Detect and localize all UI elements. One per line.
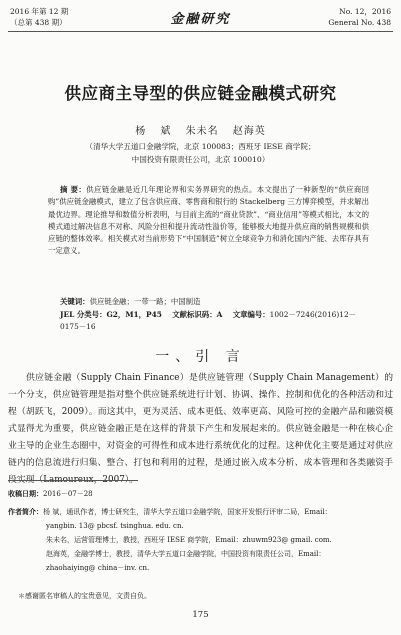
keywords xyxy=(60,296,369,308)
bio-line: yangbin. 13@ pbcsf. tsinghua. edu. cn. xyxy=(46,522,184,530)
abstract-label: 摘 要： xyxy=(60,185,87,194)
paper-title: 供应商主导型的供应链金融模式研究 xyxy=(64,84,337,103)
abstract-text: 供应链金融是近几年理论界和实务界研究的热点。本文提出了一种新型的“供应商回购”供应链金融模式，建立了包含供应商、零售商和银行的 Stackelberg 三方博弈模型，并求解出最优边界。理论推导和数值分析表明，与目前主流的“商业贷款”、“商业信用”等模式相比，本文的模式通过解决信息不对称、风险分担和提升流动性溢价等，能够极大地提升供应商的销售规模和供应链的整体效率。相关模式对当前形势下“中国制造”树立全球竞争力和消化国内产能、去库存具有一定意义。 xyxy=(48,185,369,256)
issue-line: 2016 年第 12 期 xyxy=(10,7,69,16)
keywords-text: 供应链金融；一带一路；中国制造 xyxy=(89,297,201,306)
authors: 杨 斌 朱未名 赵海英 xyxy=(135,126,266,137)
issue-number-en: No. 12，2016 xyxy=(339,7,391,16)
article-number: 1002－7246(2016)12－0175－16 xyxy=(60,310,357,331)
journal-name: 金融研究 xyxy=(170,12,231,27)
bio-line: zhaohaiying@ china－inv. cn. xyxy=(46,564,150,572)
classification xyxy=(60,309,369,333)
bio-label: 作者简介： xyxy=(8,507,43,516)
footnote-rule xyxy=(8,480,138,481)
header-issue-en xyxy=(328,6,391,28)
bio-line: 朱未名，运营管理博士，教授，西班牙 IESE 商学院，Email：zhuwm923@ gmail. com. xyxy=(46,536,332,544)
received-label: 收稿日期： xyxy=(8,489,43,498)
jel-codes: G2，M1，P45 xyxy=(106,310,162,319)
affiliation-line: （清华大学五道口金融学院，北京 100083；西班牙 IESE 商学院； xyxy=(85,142,316,151)
received-value: 2016－07－28 xyxy=(43,490,93,498)
total-issue-line: （总第 438 期） xyxy=(10,18,67,27)
intro-paragraph: 供应链金融（Supply Chain Finance）是供应链管理（Supply Chain Management）的一个分支，供应链管理是指对整个供应链系统进行计划、协调、操作、控制和优化的各种活动和过程（胡跃飞，2009）。而这其中，更为灵活、成本更低、效率更高、风险可控的金融产品和融资模式显得尤为重要，供应链金融正是在这样的背景下产生和发展起来的。供应链金融是一种在核心企业主导的企业生态圈中，对资金的可得性和成本进行系统优化的过程。这种优化主要是通过对供应链内的信息流进行归集、整合、打包和利用的过程，是通过嵌入成本分析、成本管理和各类融资手段实现（Lamoureux，2007）。 xyxy=(8,373,393,485)
acknowledgement: ＊感谢匿名审稿人的宝贵意见，文责自负。 xyxy=(18,592,151,600)
bio-line: 赵海英，金融学博士，教授，清华大学五道口金融学院，中国投资有限责任公司，Email： xyxy=(46,550,326,558)
header-rule xyxy=(8,31,393,32)
doc-code-label: 文献标识码： xyxy=(172,310,217,319)
abstract xyxy=(48,184,369,258)
page-number: 175 xyxy=(192,610,209,620)
section-heading: 一、引 言 xyxy=(155,349,246,365)
author-bios xyxy=(8,505,393,575)
jel-label: JEL 分类号： xyxy=(60,310,107,319)
article-number-label: 文章编号： xyxy=(232,310,270,319)
general-number-en: General No. 438 xyxy=(328,18,391,27)
keywords-label: 关键词： xyxy=(60,297,90,306)
received-date xyxy=(8,487,393,501)
affiliations xyxy=(0,141,401,166)
doc-code: A xyxy=(216,310,223,319)
affiliation-line: 中国投资有限责任公司，北京 100010） xyxy=(131,154,270,164)
bio-line: 作者简介：杨 斌，通讯作者，博士研究生，清华大学五道口金融学院，国家开发银行评审二局，Email： xyxy=(8,507,332,516)
